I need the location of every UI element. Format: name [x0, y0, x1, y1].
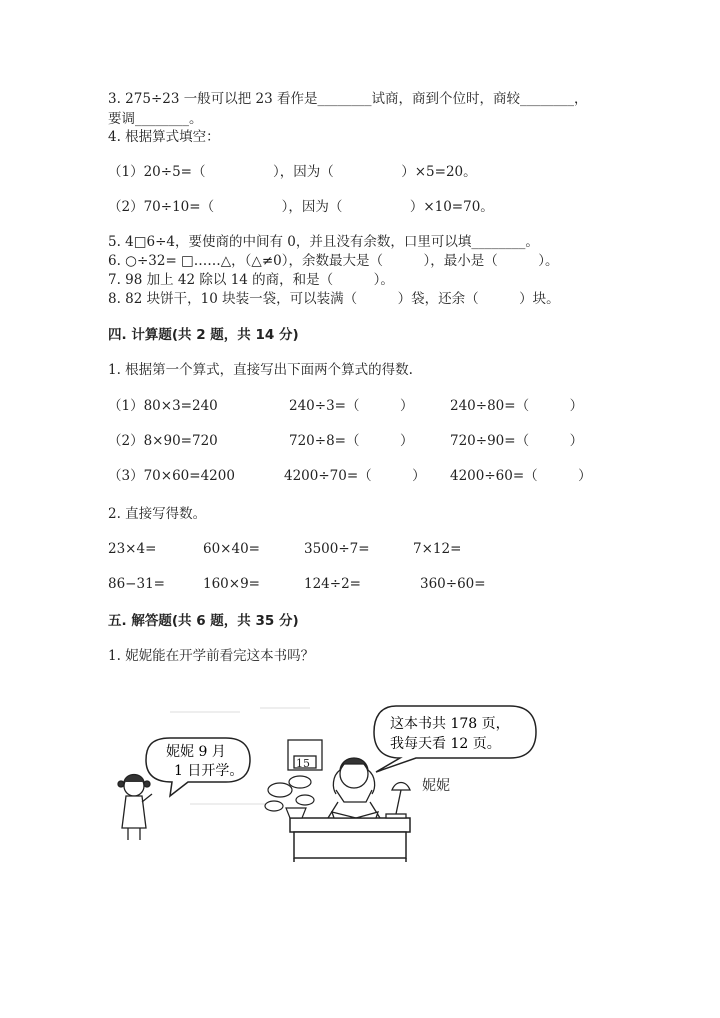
- calc-row-3-b: 4200÷60=（ ）: [450, 468, 592, 484]
- calc-row-1-a: 240÷3=（ ）: [289, 398, 414, 414]
- question-3-line-2: 要调________。: [108, 111, 203, 127]
- nini-name-label: 妮妮: [422, 778, 450, 794]
- left-speech-bubble: [146, 738, 250, 796]
- question-4-part-1: （1）20÷5=（ ），因为（ ）×5=20。: [108, 164, 477, 180]
- direct-2-4: 360÷60=: [420, 576, 486, 592]
- right-bubble-line-1: 这本书共 178 页，: [390, 716, 510, 732]
- direct-1-3: 3500÷7=: [304, 541, 370, 557]
- desk-lamp-icon: [386, 783, 410, 819]
- section-5-heading: 五. 解答题(共 6 题，共 35 分): [108, 613, 299, 629]
- question-7: 7. 98 加上 42 除以 14 的商，和是（ ）。: [108, 272, 394, 288]
- calc-row-2-a: 720÷8=（ ）: [289, 433, 414, 449]
- desk-drawing: [290, 818, 410, 862]
- right-bubble-line-2: 我每天看 12 页。: [390, 736, 501, 752]
- section-4-question-1: 1. 根据第一个算式，直接写出下面两个算式的得数.: [108, 362, 413, 378]
- question-3-line-1: 3. 275÷23 一般可以把 23 看作是________试商，商到个位时，商较________，: [108, 91, 588, 107]
- direct-2-3: 124÷2=: [304, 576, 361, 592]
- direct-2-1: 86−31=: [108, 576, 165, 592]
- calc-row-1-b: 240÷80=（ ）: [450, 398, 584, 414]
- direct-2-2: 160×9=: [203, 576, 260, 592]
- calc-row-3-base: （3）70×60=4200: [108, 468, 235, 484]
- left-bubble-line-1: 妮妮 9 月: [166, 744, 226, 760]
- section-4-question-2: 2. 直接写得数。: [108, 506, 207, 522]
- calc-row-2-b: 720÷90=（ ）: [450, 433, 584, 449]
- right-speech-bubble: [374, 706, 536, 772]
- left-bubble-line-2: 1 日开学。: [174, 763, 244, 779]
- calc-row-3-a: 4200÷70=（ ）: [284, 468, 426, 484]
- calendar-day: 15: [296, 757, 310, 770]
- section-5-question-1: 1. 妮妮能在开学前看完这本书吗？: [108, 648, 315, 664]
- calendar-icon: [288, 740, 322, 770]
- plant-drawing: [265, 776, 314, 818]
- question-4: 4. 根据算式填空：: [108, 129, 220, 145]
- question-8: 8. 82 块饼干，10 块装一袋，可以装满（ ）袋，还余（ ）块。: [108, 291, 560, 307]
- section-4-heading: 四. 计算题(共 2 题，共 14 分): [108, 327, 299, 343]
- direct-1-1: 23×4=: [108, 541, 157, 557]
- question-5: 5. 4□6÷4，要使商的中间有 0，并且没有余数，口里可以填________。: [108, 234, 539, 250]
- girl-left-drawing: [118, 775, 152, 841]
- question-6: 6. ○÷32= □……△，（△≠0），余数最大是（ ），最小是（ ）。: [108, 253, 559, 269]
- question-4-part-2: （2）70÷10=（ ），因为（ ）×10=70。: [108, 199, 494, 215]
- direct-1-4: 7×12=: [413, 541, 462, 557]
- calc-row-2-base: （2）8×90=720: [108, 433, 218, 449]
- calc-row-1-base: （1）80×3=240: [108, 398, 218, 414]
- nini-drawing: [328, 758, 380, 818]
- direct-1-2: 60×40=: [203, 541, 260, 557]
- illustration: [100, 690, 540, 875]
